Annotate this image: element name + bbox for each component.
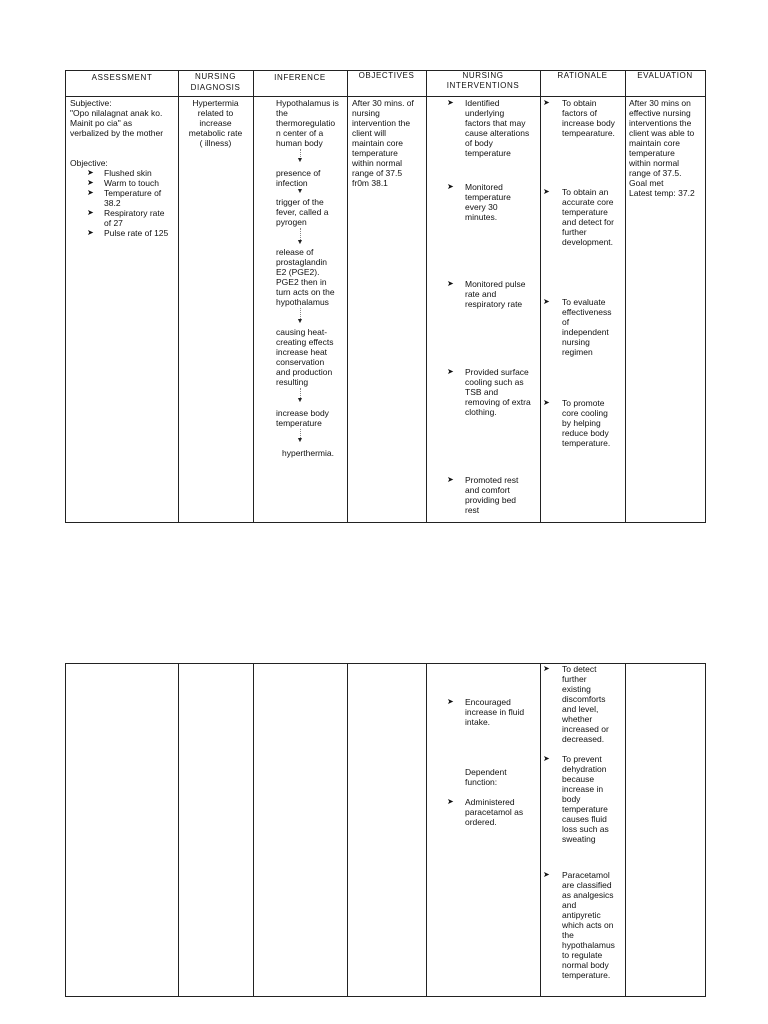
column-divider (426, 664, 427, 996)
down-arrow-icon: ▼ (296, 318, 304, 325)
arrow-bullet-icon: ➤ (87, 178, 94, 187)
flow-connector (300, 149, 301, 157)
header-divider (66, 96, 705, 97)
header-inference: INFERENCE (274, 73, 326, 82)
arrow-bullet-icon: ➤ (447, 367, 454, 376)
header-rationale: RATIONALE (557, 71, 608, 80)
arrow-bullet-icon: ➤ (447, 98, 454, 107)
assessment-subjective: Subjective: "Opo nilalagnat anak ko. Mainit po cia" as verbalized by the mother (70, 98, 164, 138)
care-plan-table-page-2: ➤ Encouraged increase in fluid intake. Dependent function: ➤ Administered paracetamol as ordered. ➤ To detect further existing discomforts and level, whether increased or decreased. ➤ To prevent dehydration because increase in body temperature causes fluid loss such as sweating ➤ Paracetamol are classified as analgesics and antipyretic which acts on the hypothalamus to regulate normal body temperature. (65, 663, 706, 997)
arrow-bullet-icon: ➤ (543, 98, 550, 107)
down-arrow-icon: ▼ (296, 397, 304, 404)
inference-step: release of prostaglandin E2 (PGE2). PGE2 then in turn acts on the hypothalamus (276, 247, 335, 307)
arrow-bullet-icon: ➤ (447, 797, 454, 806)
inference-step: presence of infection (276, 168, 321, 188)
inference-step: increase body temperature (276, 408, 329, 428)
header-objectives: OBJECTIVES (358, 71, 415, 80)
arrow-bullet-icon: ➤ (543, 187, 550, 196)
header-evaluation: EVALUATION (637, 71, 693, 80)
inference-step: trigger of the fever, called a pyrogen (276, 197, 329, 227)
arrow-bullet-icon: ➤ (543, 664, 550, 673)
inference-step: hyperthermia. (282, 448, 334, 458)
down-arrow-icon: ▼ (296, 188, 304, 195)
arrow-bullet-icon: ➤ (87, 228, 94, 237)
down-arrow-icon: ▼ (296, 157, 304, 164)
dependent-function-label: Dependent function: (465, 767, 507, 787)
header-assessment: ASSESSMENT (91, 73, 153, 82)
column-divider (540, 71, 541, 522)
down-arrow-icon: ▼ (296, 437, 304, 444)
column-divider (253, 664, 254, 996)
arrow-bullet-icon: ➤ (87, 188, 94, 197)
column-divider (625, 664, 626, 996)
arrow-bullet-icon: ➤ (87, 208, 94, 217)
nursing-diagnosis: Hypertermia related to increase metabolic rate ( illness) (188, 98, 243, 148)
arrow-bullet-icon: ➤ (447, 475, 454, 484)
evaluation-text: After 30 mins on effective nursing interventions the client was able to maintain core temperature within normal range of 37.5. Goal met Latest temp: 37.2 (629, 98, 695, 198)
down-arrow-icon: ▼ (296, 239, 304, 246)
arrow-bullet-icon: ➤ (447, 279, 454, 288)
arrow-bullet-icon: ➤ (447, 182, 454, 191)
arrow-bullet-icon: ➤ (543, 870, 550, 879)
column-divider (178, 664, 179, 996)
column-divider (625, 71, 626, 522)
column-divider (426, 71, 427, 522)
arrow-bullet-icon: ➤ (543, 297, 550, 306)
column-divider (540, 664, 541, 996)
care-plan-table-page-1: ASSESSMENT NURSING DIAGNOSIS INFERENCE OBJECTIVES NURSING INTERVENTIONS RATIONALE EVALUATION Subjective: "Opo nilalagnat anak ko. Mainit po cia" as verbalized by the mother Objective: ➤ Flushed skin ➤ Warm to touch ➤ Temperature of 38.2 ➤ Respiratory rate of 27 ➤ Pulse rate of 125 Hypertermia related to increase metabolic rate ( illness) Hypothalamus is the thermoregulatio n center of a human body ▼ presence of infection ▼ trigger of the fever, called a pyrogen ▼ release of prostaglandin E2 (PGE2). PGE2 then in turn acts on the hypothalamus ▼ causing heat- creating effects increase heat conservation and production resulting ▼ increase body temperature ▼ hyperthermia. After 30 mins. of nursing intervention the client will maintain core temperature within normal range of 37.5 fr0m 38.1 ➤ Identified underlying factors that may cause alterations of body temperature ➤ Monitored temperature every 30 minutes. ➤ Monitored pulse rate and respiratory rate ➤ Provided surface cooling such as TSB and removing of extra clothing. ➤ Promoted rest and comfort providing bed rest ➤ To obtain factors of increase body tempearature. ➤ To obtain an accurate core temperature and detect for further development. ➤ To evaluate effectiveness of independent nursing regimen ➤ To promote core cooling by helping reduce body temperature. After 30 mins on effective nursing interventions the client was able to maintain core temperature within normal range of 37.5. Goal met Latest temp: 37.2 (65, 70, 706, 523)
arrow-bullet-icon: ➤ (87, 168, 94, 177)
header-nursing-diagnosis: NURSING DIAGNOSIS (190, 72, 241, 92)
inference-step: Hypothalamus is the thermoregulatio n center of a human body (276, 98, 339, 148)
arrow-bullet-icon: ➤ (543, 398, 550, 407)
inference-step: causing heat- creating effects increase heat conservation and production resulting (276, 327, 334, 387)
assessment-objective-label: Objective: (70, 158, 108, 168)
arrow-bullet-icon: ➤ (543, 754, 550, 763)
arrow-bullet-icon: ➤ (447, 697, 454, 706)
objectives-text: After 30 mins. of nursing intervention the client will maintain core temperature within normal range of 37.5 fr0m 38.1 (352, 98, 414, 188)
column-divider (253, 71, 254, 522)
column-divider (347, 664, 348, 996)
column-divider (347, 71, 348, 522)
header-nursing-interventions: NURSING INTERVENTIONS (446, 71, 520, 90)
